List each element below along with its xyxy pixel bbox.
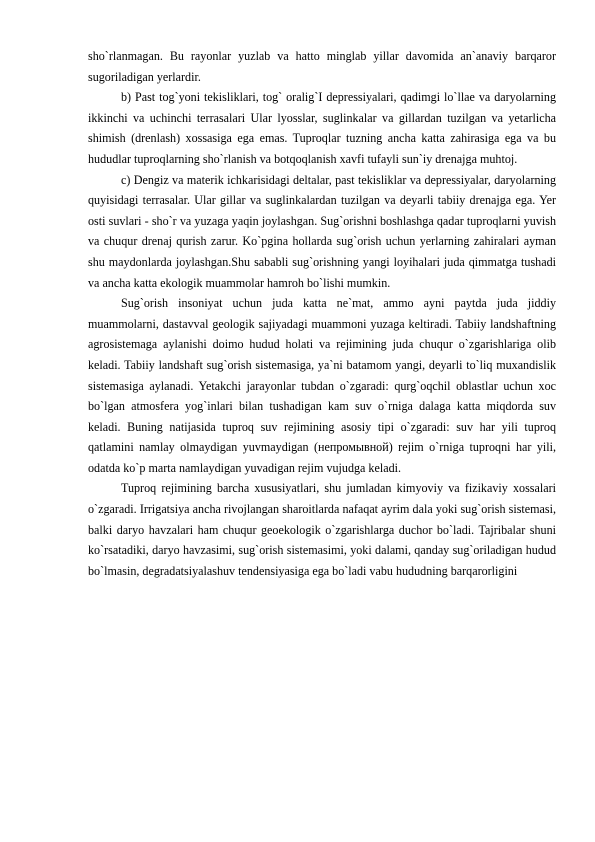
paragraph-irrigation: Sug`orish insoniyat uchun juda katta ne`mat, ammo ayni paytda juda jiddiy muammolarni, dastavval geologik sajiyadagi muammoni yuzaga keltiradi. Tabiiy landshaftning agrosistemaga aylanishi doimo hudud holati va rejimining juda chuqur o`zgarishlariga olib keladi. Tabiiy landshaft sug`orish sistemasiga, ya`ni batamom yangi, deyarli to`liq muxandislik sistemasiga aylanadi. Yetakchi jarayonlar tubdan o`zgaradi: qurg`oqchil oblastlar uchun xoc bo`lgan atmosfera yog`inlari bilan tushadigan kam suv o`rniga dalaga katta miqdorda suv keladi. Buning natijasida tuproq suv rejimining asosiy tipi o`zgaradi: suv har yili tuproq qatlamini namlay olmaydigan yuvmaydigan (непромывной) rejim o`rniga tuproqni har yili, odatda ko`p marta namlaydigan yuvadigan rejim vujudga keladi.: [88, 296, 556, 475]
paragraph-c: c) Dengiz va materik ichkarisidagi deltalar, past tekisliklar va depressiyalar, daryolarning quyisidagi terrasalar. Ular gillar va suglinkalardan tuzilgan va deyarli tabiiy drenajga ega. Yer osti suvlari - sho`r va yuzaga yaqin joylashgan. Sug`orishni boshlashga qadar tuproqlarni yuvish va chuqur drenaj qurish zarur. Ko`pgina hollarda sug`orish uchun yerlarning zahiralari ayman shu maydonlarda joylashgan.Shu sababli sug`orishning yangi loyihalari juda qimmatga tushadi va ancha katta ekologik muammolar hamroh bo`lishi mumkin.: [88, 172, 556, 290]
paragraph-b: b) Past tog`yoni tekisliklari, tog` oralig`I depressiyalari, qadimgi lo`llae va daryolarning ikkinchi va uchinchi terrasalari Ular lyosslar, suglinkalar va gillardan tuzilgan va yetarlicha shimish (drenlash) xossasiga ega emas. Tuproqlar tuzning ancha katta zahirasiga ega va bu hududlar tuproqlarning sho`rlanish va botqoqlanish xavfi tufayli sun`iy drenajga muhtoj.: [88, 90, 556, 166]
paragraph-continuation: sho`rlanmagan. Bu rayonlar yuzlab va hatto minglab yillar davomida an`anaviy barqaror sugoriladigan yerlardir.: [88, 49, 556, 84]
document-page: [88, 46, 556, 581]
paragraph-soil-regime: Tuproq rejimining barcha xususiyatlari, shu jumladan kimyoviy va fizikaviy xossalari o`zgaradi. Irrigatsiya ancha rivojlangan sharoitlarda nafaqat ayrim dala yoki sug`orish sistemasi, balki daryo havzalari ham chuqur geoekologik o`zgarishlarga duchor bo`ladi. Tajribalar shuni ko`rsatadiki, daryo havzasimi, sug`orish sistemasimi, yoki dalami, qanday sug`oriladigan hudud bo`lmasin, degradatsiyalashuv tendensiyasiga ega bo`ladi vabu hududning barqarorligini: [88, 481, 556, 578]
